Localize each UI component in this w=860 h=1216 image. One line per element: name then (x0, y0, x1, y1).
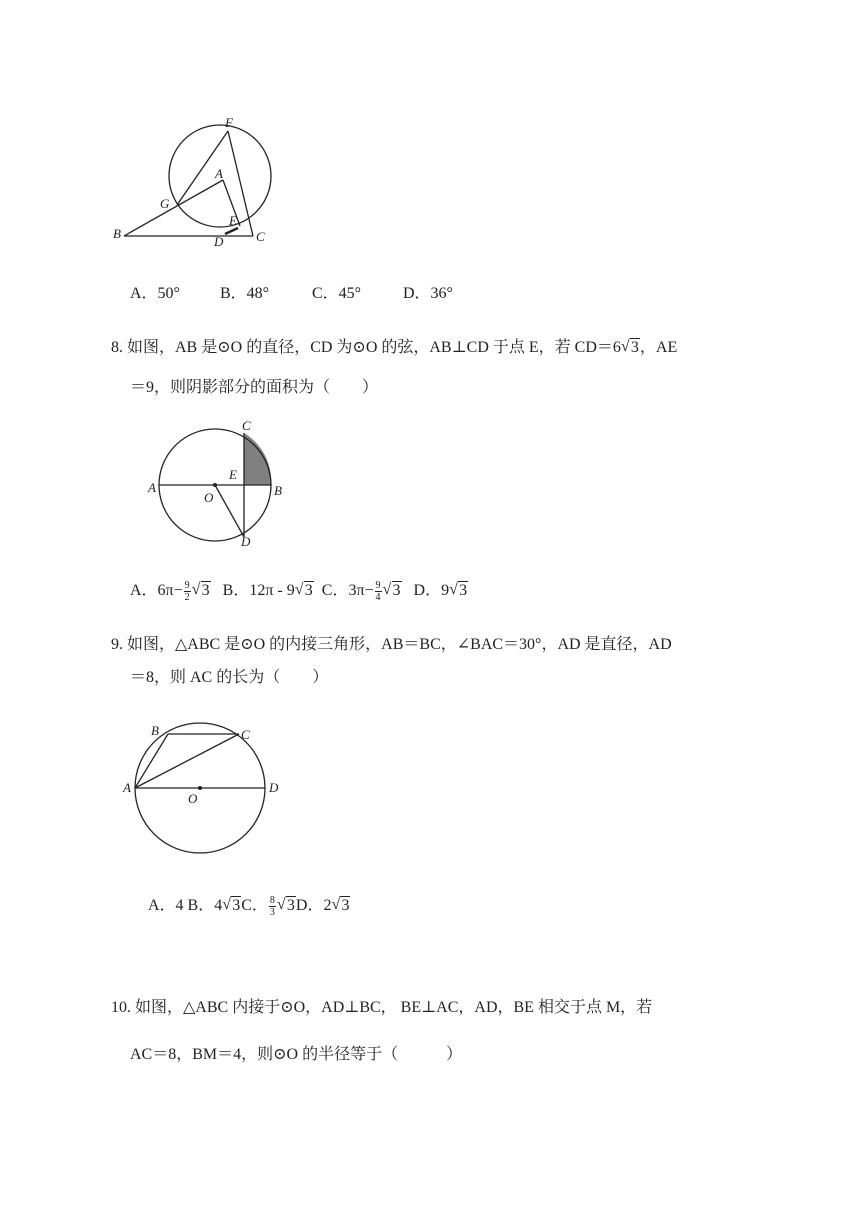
q9-label-D: D (269, 780, 279, 795)
q9-label-B: B (151, 723, 159, 738)
q9-option-ab: A．4 B．4√ 3 (148, 897, 241, 914)
q7-option-d: D．36° (403, 285, 453, 302)
q9-options (148, 895, 350, 918)
q10-stem-line2: AC＝8，BM＝4，则⊙O 的半径等于（ ） (130, 1046, 463, 1063)
q8-label-B: B (274, 483, 282, 498)
q8-stem-line2: ＝9，则阴影部分的面积为（ ） (130, 379, 379, 396)
q7-label-C: C (256, 229, 265, 244)
q7-label-G: G (160, 196, 170, 211)
q8-label-E: E (229, 467, 237, 482)
q8-option-d: D．9√ 3 (414, 582, 469, 599)
q9-stem-line2: ＝8，则 AC 的长为（ ） (130, 669, 329, 686)
q7-label-B: B (113, 226, 121, 241)
q8-option-c: C．3π− $\frac{9}{4}$ √ 3 (322, 582, 402, 599)
q8-label-D: D (241, 534, 251, 549)
q7-label-E: E (229, 213, 237, 228)
q9-label-C: C (241, 727, 250, 742)
q8-options (130, 580, 468, 603)
q9-option-d: D．2√ 3 (296, 897, 351, 914)
sqrt-symbol: √ 3 (621, 338, 640, 358)
q8-option-a: A．6π− $\frac{9}{2}$ √ 3 (130, 582, 211, 599)
q8-option-b: B．12π - 9√ 3 (223, 582, 314, 599)
q7-option-c: C．45° (312, 285, 362, 302)
q7-option-a: A．50° (130, 285, 180, 302)
q8-stem-line1: 8. 如图，AB 是⊙O 的直径，CD 为⊙O 的弦，AB⊥CD 于点 E，若 CD＝6√ 3，AE (111, 338, 677, 358)
q9-label-O: O (188, 791, 198, 806)
q8-label-A: A (148, 480, 156, 495)
q8-label-C: C (242, 418, 251, 433)
q8-figure (140, 415, 300, 555)
q7-label-A: A (215, 166, 223, 181)
q7-label-F: F (225, 115, 233, 130)
q9-stem-line1: 9. 如图，△ABC 是⊙O 的内接三角形，AB＝BC，∠BAC＝30°，AD 是直径，AD (111, 636, 672, 653)
q10-stem-line1: 10. 如图，△ABC 内接于⊙O，AD⊥BC， BE⊥AC，AD，BE 相交于点 M，若 (111, 999, 653, 1016)
q8-label-O: O (204, 490, 214, 505)
q9-label-A: A (123, 780, 131, 795)
q9-option-c: C． $\frac{8}{3}$ √ 3 (241, 897, 296, 914)
q7-label-D: D (214, 234, 224, 249)
q9-figure (118, 718, 293, 863)
q7-figure (105, 110, 285, 250)
q7-option-b: B．48° (220, 285, 270, 302)
